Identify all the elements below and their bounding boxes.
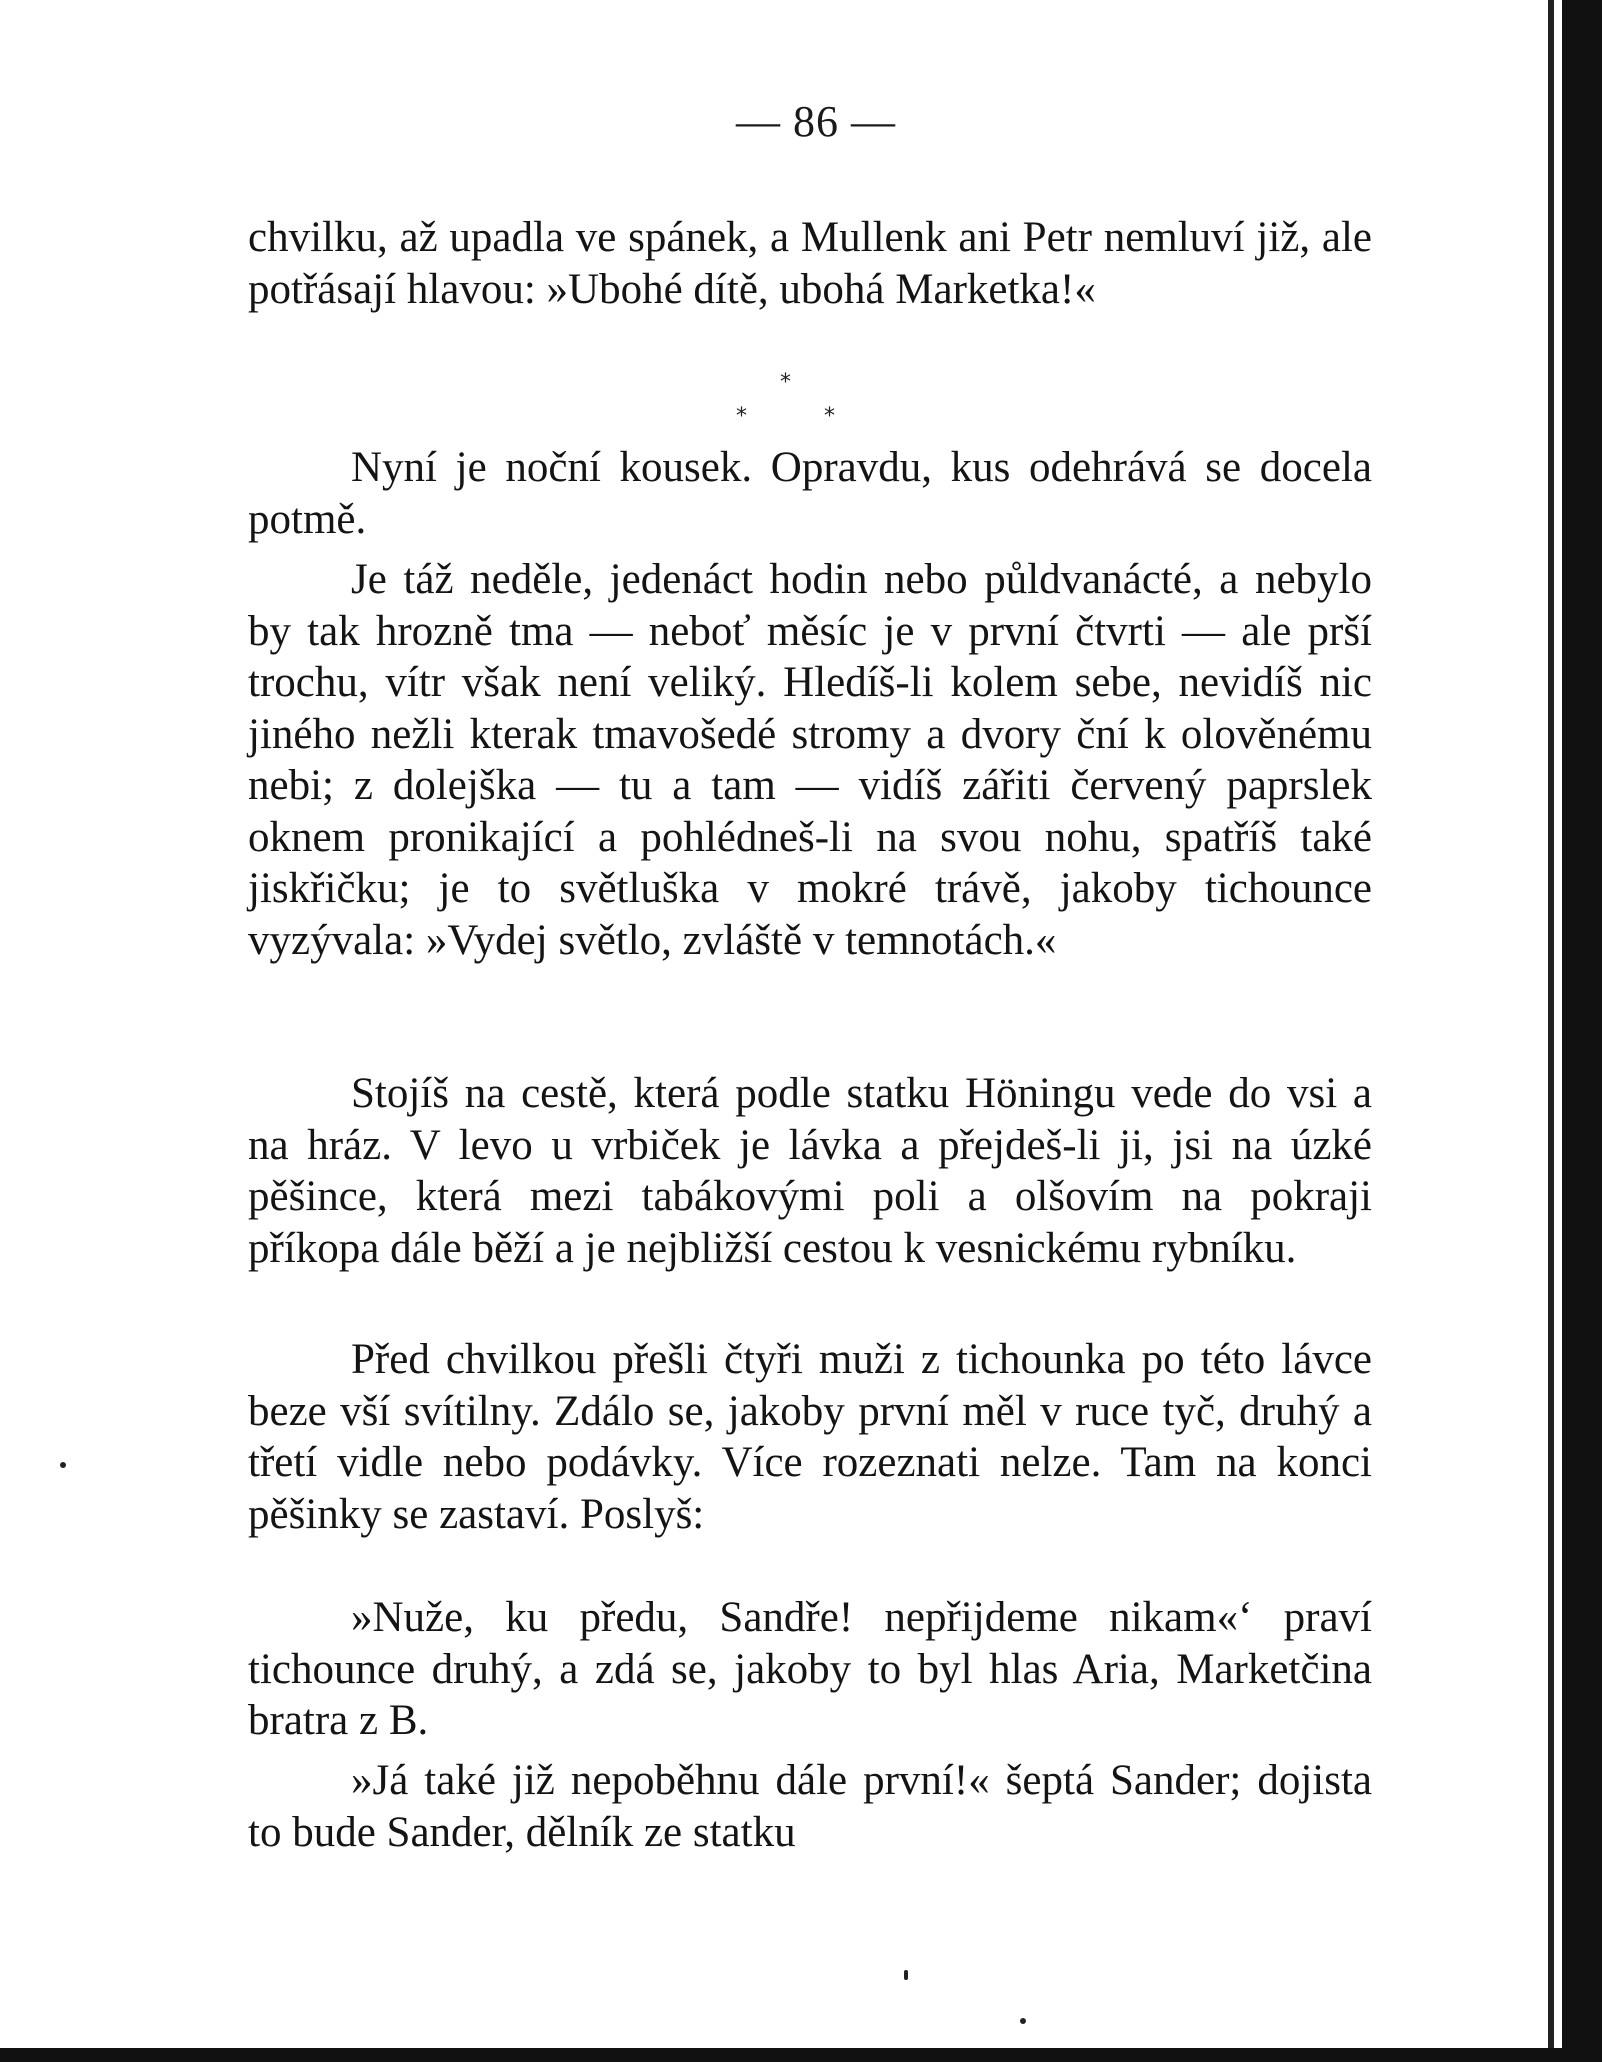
asterisk-icon: * <box>780 370 791 395</box>
page-number: — 86 — <box>736 97 896 146</box>
section-separator <box>720 370 880 430</box>
scan-edge-line <box>1548 0 1554 2062</box>
scan-border-right <box>1562 0 1602 2062</box>
asterisk-icon: * <box>736 404 747 429</box>
paragraph: »Já také již nepoběhnu dále první!« šeptá Sander; dojista to bude Sander, dělník ze statku <box>248 1757 1372 1856</box>
asterisk-icon: * <box>824 404 835 429</box>
paragraph: »Nuže, ku předu, Sandře! nepřijdeme nikam«‘ praví tichounce druhý, a zdá se, jakoby to byl hlas Aria, Marketčina bratra z B. <box>248 1594 1372 1744</box>
paragraph: chvilku, až upadla ve spánek, a Mullenk ani Petr nemluví již, ale potřásají hlavou: »Ubohé dítě, ubohá Marketka!« <box>248 214 1372 313</box>
scan-speck <box>904 1970 908 1980</box>
scan-speck <box>60 1462 66 1468</box>
paragraph: Před chvilkou přešli čtyři muži z tichounka po této lávce beze vší svítilny. Zdálo se, jakoby první měl v ruce tyč, druhý a třetí vidle nebo podávky. Více rozeznati nelze. Tam na konci pěšinky se zastaví. Poslyš: <box>248 1336 1372 1538</box>
paragraph: Nyní je noční kousek. Opravdu, kus odehrává se docela potmě. <box>248 444 1372 543</box>
paragraph: Je táž neděle, jedenáct hodin nebo půldvanácté, a nebylo by tak hrozně tma — neboť měsíc je v první čtvrti — ale prší trochu, vítr však není veliký. Hledíš-li kolem sebe, nevidíš nic jiného nežli kterak tmavošedé stromy a dvory ční k olověnému nebi; z dolejška — tu a tam — vidíš zářiti červený paprslek oknem pronikající a pohlédneš-li na svou nohu, spatříš také jiskřičku; je to světluška v mokré trávě, jakoby tichounce vyzývala: »Vydej světlo, zvláště v temnotách.« <box>248 556 1372 964</box>
scan-speck <box>1020 2018 1026 2024</box>
scan-border-bottom <box>0 2048 1602 2062</box>
paragraph: Stojíš na cestě, která podle statku Höningu vede do vsi a na hráz. V levo u vrbiček je lávka a přejdeš-li ji, jsi na úzké pěšince, která mezi tabákovými poli a olšovím na pokraji příkopa dále běží a je nejbližší cestou k vesnickému rybníku. <box>248 1070 1372 1272</box>
